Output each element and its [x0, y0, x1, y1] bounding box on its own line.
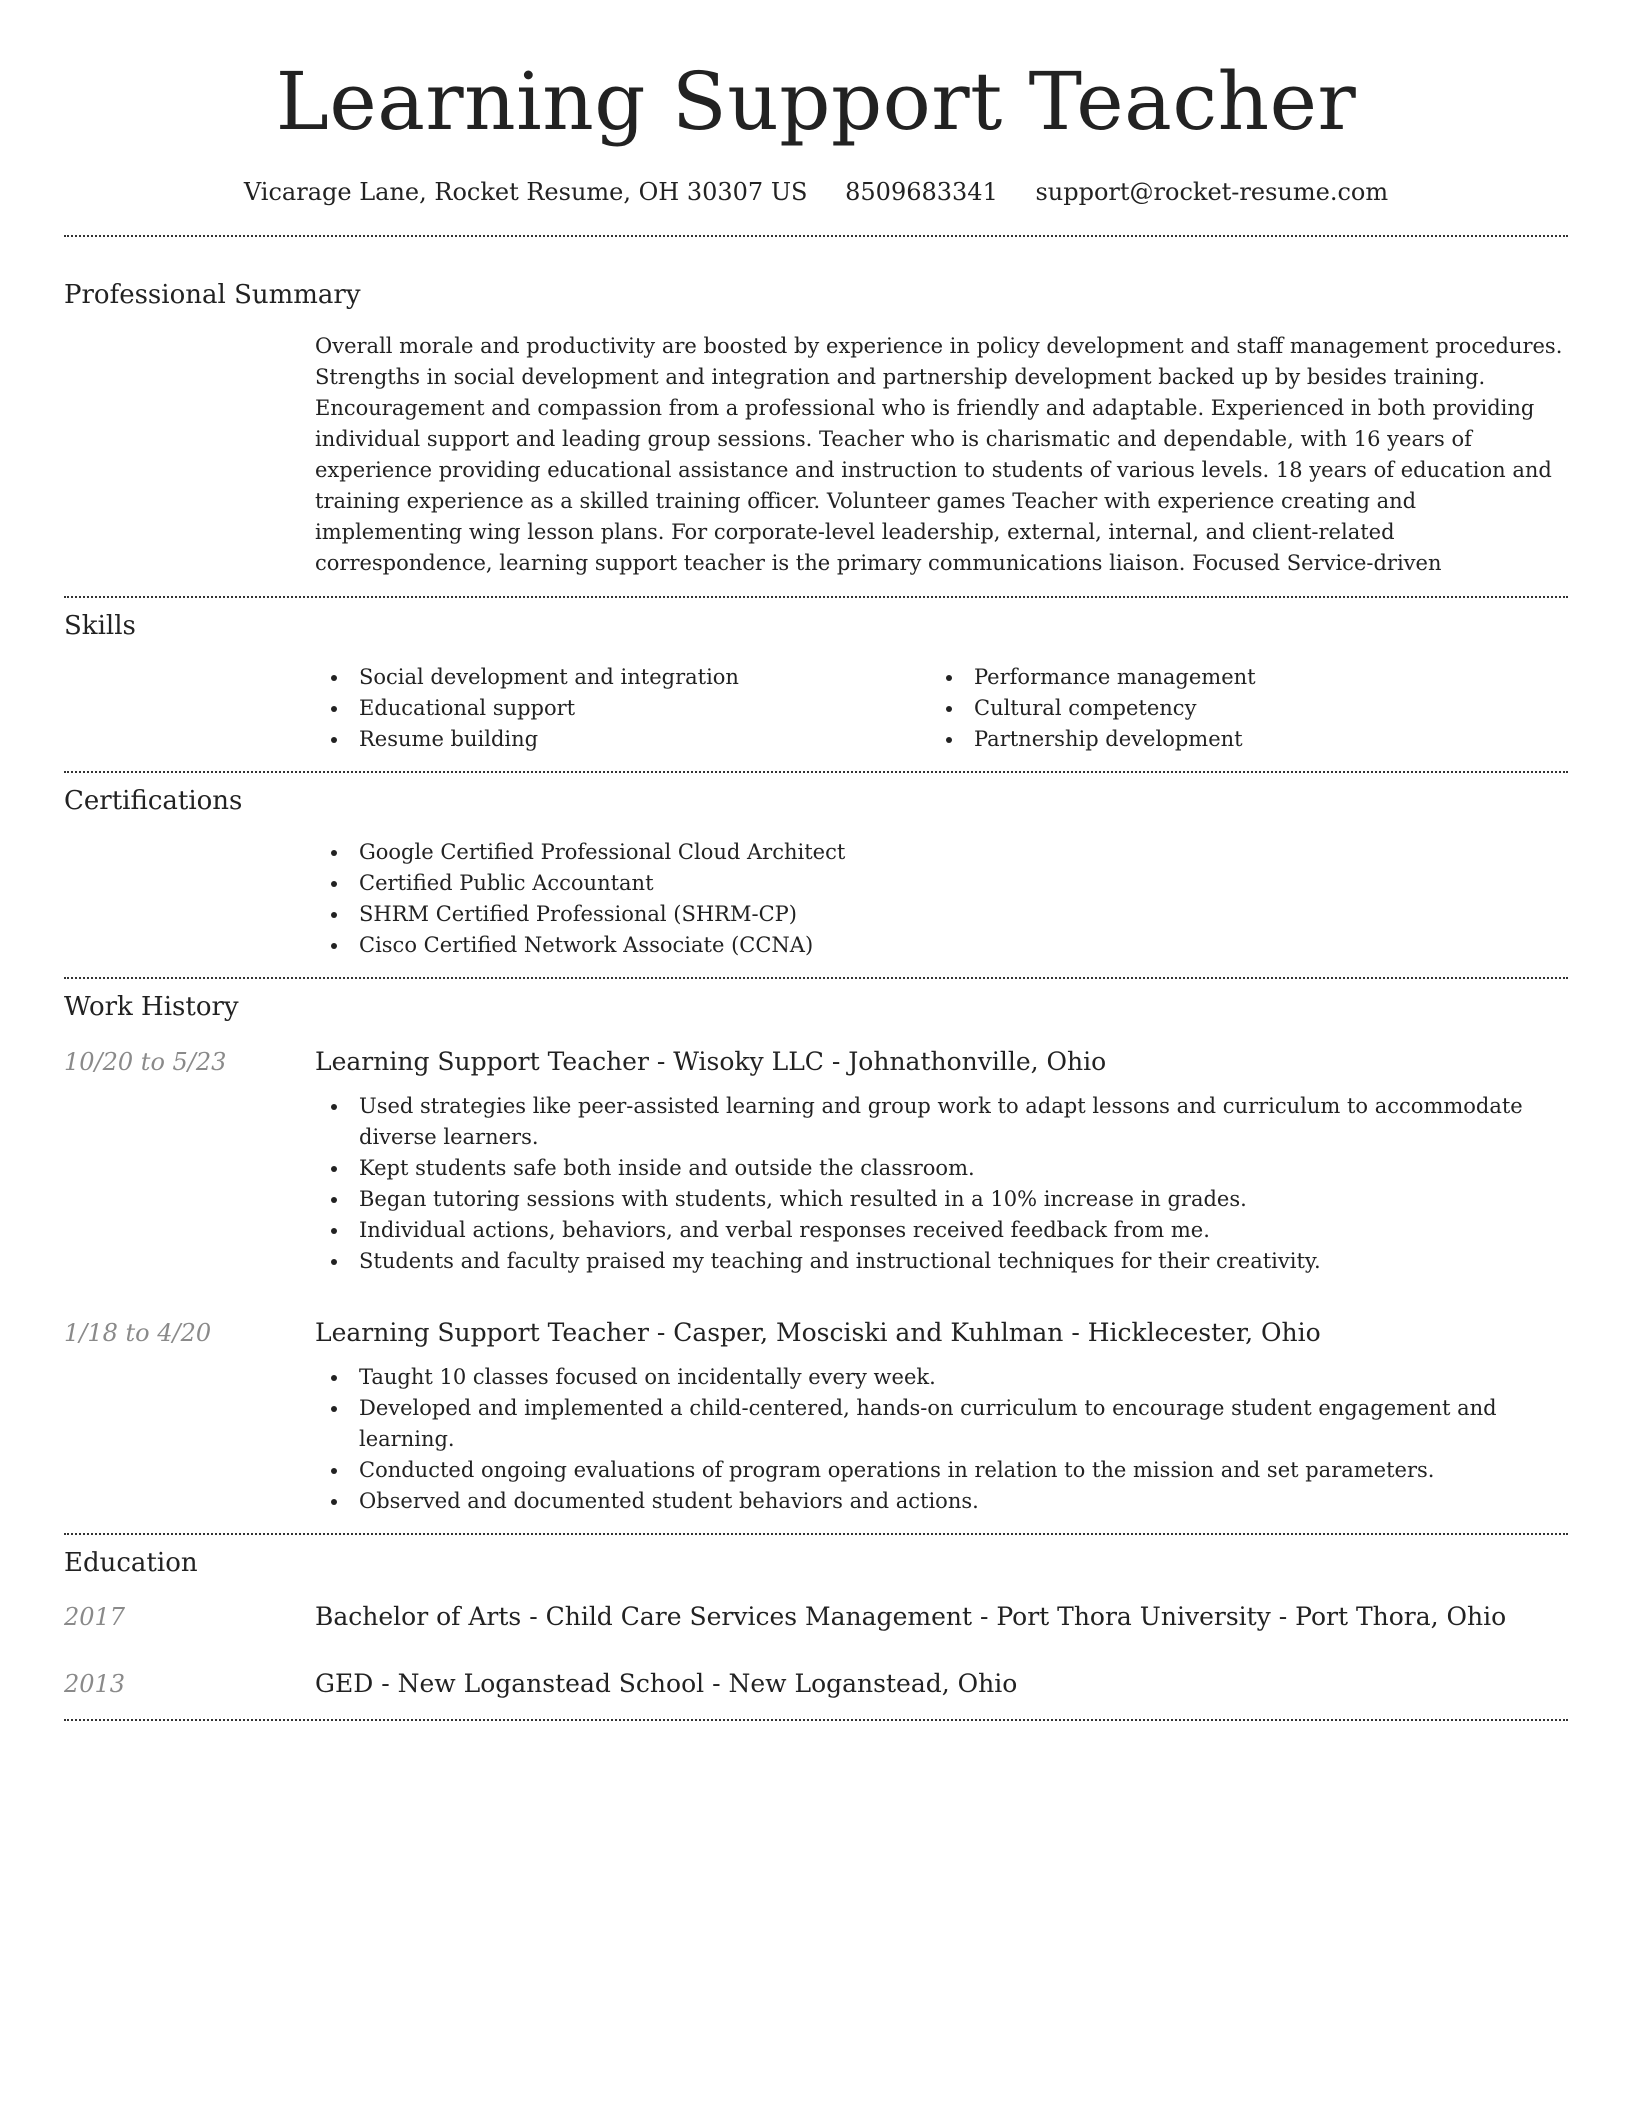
job-title: Learning Support Teacher - Wisoky LLC - Johnathonville, Ohio	[315, 1047, 1107, 1076]
job-bullets	[315, 1091, 1568, 1277]
summary-text: Overall morale and productivity are boosted by experience in policy development and staff management procedures. Strengths in social development and integration and partnership development backed up by besides training. Encouragement and compassion from a professional who is friendly and adaptable. Experienced in both providing individual support and leading group sessions. Teacher who is charismatic and dependable, with 16 years of experience providing educational assistance and instruction to students of various levels. 18 years of education and training experience as a skilled training officer. Volunteer games Teacher with experience creating and implementing wing lesson plans. For corporate-level leadership, external, internal, and client-related correspondence, learning support teacher is the primary communications liaison. Focused Service-driven	[315, 334, 1563, 575]
job-details	[315, 1362, 1568, 1517]
certification-item: Cisco Certified Network Associate (CCNA)	[315, 930, 1568, 961]
education-title: GED - New Loganstead School - New Loganstead, Ohio	[315, 1669, 1018, 1698]
education-title: Bachelor of Arts - Child Care Services Management - Port Thora University - Port Thora, Ohio	[315, 1602, 1507, 1631]
section-divider	[64, 596, 1568, 598]
job-entry	[64, 1045, 1568, 1277]
education-entry	[64, 1600, 1568, 1634]
certifications-body	[315, 837, 1568, 961]
skills-heading: Skills	[64, 611, 136, 641]
job-bullet: Used strategies like peer-assisted learning and group work to adapt lessons and curriculum to accommodate diverse learners.	[315, 1091, 1568, 1153]
job-bullet: Students and faculty praised my teaching and instructional techniques for their creativity.	[315, 1246, 1568, 1277]
job-entry	[64, 1316, 1568, 1517]
job-bullet: Taught 10 classes focused on incidentally every week.	[315, 1362, 1568, 1393]
skills-list-right	[930, 662, 1545, 755]
work-history-section	[64, 990, 1568, 1517]
job-bullet: Developed and implemented a child-centered, hands-on curriculum to encourage student engagement and learning.	[315, 1393, 1568, 1455]
education-entry	[64, 1667, 1568, 1701]
certifications-heading: Certifications	[64, 786, 243, 816]
job-bullet: Individual actions, behaviors, and verbal responses received feedback from me.	[315, 1215, 1568, 1246]
education-heading: Education	[64, 1548, 198, 1578]
education-date: 2013	[64, 1670, 126, 1698]
skill-item: Educational support	[315, 693, 930, 724]
skills-list-left	[315, 662, 930, 755]
job-header	[64, 1316, 1568, 1350]
skill-item: Cultural competency	[930, 693, 1545, 724]
job-date: 10/20 to 5/23	[64, 1048, 227, 1076]
summary-section	[64, 278, 1568, 579]
section-divider	[64, 977, 1568, 979]
job-bullet: Kept students safe both inside and outside the classroom.	[315, 1153, 1568, 1184]
summary-body	[315, 331, 1568, 579]
skills-section	[64, 609, 1568, 755]
certification-item: Google Certified Professional Cloud Architect	[315, 837, 1568, 868]
job-details	[315, 1091, 1568, 1277]
resume-page	[64, 0, 1568, 1721]
education-date: 2017	[64, 1603, 126, 1631]
contact-email: support@rocket-resume.com	[1035, 178, 1389, 206]
job-bullet: Conducted ongoing evaluations of program operations in relation to the mission and set parameters.	[315, 1455, 1568, 1486]
work-history-heading: Work History	[64, 992, 239, 1022]
job-bullets	[315, 1362, 1568, 1517]
skills-grid	[315, 662, 1568, 755]
certifications-list	[315, 837, 1568, 961]
section-divider	[64, 235, 1568, 237]
contact-address: Vicarage Lane, Rocket Resume, OH 30307 US	[243, 178, 808, 206]
candidate-name: Learning Support Teacher	[275, 55, 1357, 148]
section-divider	[64, 771, 1568, 773]
skill-item: Partnership development	[930, 724, 1545, 755]
section-divider	[64, 1533, 1568, 1535]
job-bullet: Observed and documented student behaviors and actions.	[315, 1486, 1568, 1517]
job-title: Learning Support Teacher - Casper, Mosciski and Kuhlman - Hicklecester, Ohio	[315, 1318, 1321, 1347]
contact-line	[64, 176, 1568, 208]
job-header	[64, 1045, 1568, 1079]
skill-item: Resume building	[315, 724, 930, 755]
skill-item: Social development and integration	[315, 662, 930, 693]
certification-item: Certified Public Accountant	[315, 868, 1568, 899]
resume-header	[64, 0, 1568, 208]
skill-item: Performance management	[930, 662, 1545, 693]
education-section	[64, 1546, 1568, 1701]
contact-phone: 8509683341	[845, 178, 998, 206]
summary-heading: Professional Summary	[64, 280, 361, 310]
job-date: 1/18 to 4/20	[64, 1319, 212, 1347]
certification-item: SHRM Certified Professional (SHRM-CP)	[315, 899, 1568, 930]
job-bullet: Began tutoring sessions with students, which resulted in a 10% increase in grades.	[315, 1184, 1568, 1215]
section-divider	[64, 1719, 1568, 1721]
certifications-section	[64, 784, 1568, 961]
